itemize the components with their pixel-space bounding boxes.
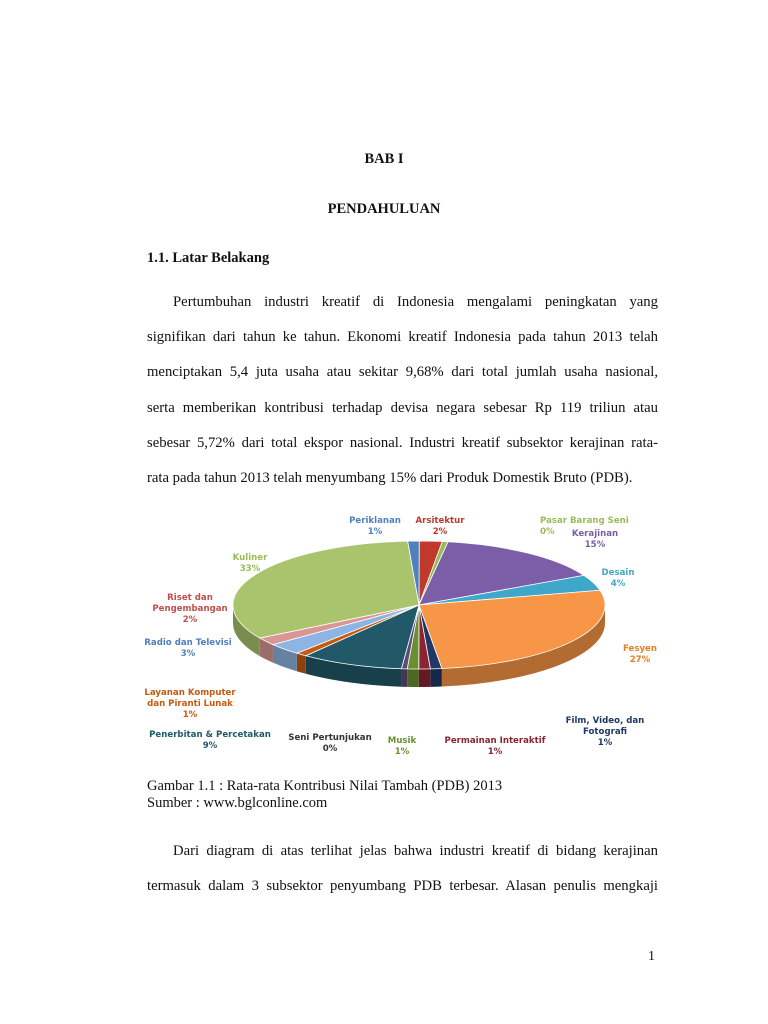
- pie-slice-label: Riset dan: [167, 593, 213, 603]
- pie-slice-percent: 2%: [182, 615, 198, 625]
- paragraph-line: sebesar 5,72% dari total ekspor nasional. Industri kreatif subsektor kerajinan rata-: [147, 434, 658, 451]
- pie-slice-percent: 3%: [180, 649, 196, 659]
- paragraph-1: [147, 285, 658, 496]
- paragraph-line: rata pada tahun 2013 telah menyumbang 15% dari Produk Domestik Bruto (PDB).: [147, 469, 633, 486]
- pie-slice-label: Film, Video, dan: [565, 716, 645, 726]
- pie-slice-percent: 0%: [540, 527, 555, 537]
- paragraph-line: serta memberikan kontribusi terhadap devisa negara sebesar Rp 119 triliun atau: [147, 399, 658, 416]
- paragraph-line: menciptakan 5,4 juta usaha atau sekitar 9,68% dari total jumlah usaha nasional,: [147, 364, 658, 381]
- section-heading: 1.1. Latar Belakang: [147, 250, 270, 266]
- pie-slice-label: Fesyen: [622, 644, 658, 654]
- paragraph-line: termasuk dalam 3 subsektor penyumbang PDB terbesar. Alasan penulis mengkaji: [147, 878, 658, 895]
- figure-caption: Gambar 1.1 : Rata-rata Kontribusi Nilai Tambah (PDB) 2013: [147, 778, 503, 794]
- pie-slice-label: Pengembangan: [152, 604, 228, 614]
- pie-slice-label: Desain: [601, 568, 635, 578]
- page-number: 1: [648, 949, 655, 964]
- chapter-number: BAB I: [364, 151, 404, 167]
- pie-slice-label: Kuliner: [232, 553, 268, 563]
- pie-slice-percent: 27%: [629, 655, 651, 665]
- paragraph-line: Pertumbuhan industri kreatif di Indonesia mengalami peningkatan yang: [173, 294, 658, 310]
- paragraph-line: Dari diagram di atas terlihat jelas bahwa industri kreatif di bidang kerajinan: [173, 843, 658, 859]
- pie-slice-label: Radio dan Televisi: [144, 638, 232, 648]
- pie-slice-percent: 15%: [584, 540, 606, 550]
- pie-slice-side: [401, 669, 407, 687]
- chapter-title: PENDAHULUAN: [327, 201, 441, 217]
- paragraph-2: [147, 834, 658, 904]
- pie-slice-percent: 9%: [202, 741, 218, 751]
- pie-slice-label: Periklanan: [349, 516, 401, 526]
- pie-slice-label: Seni Pertunjukan: [288, 733, 372, 743]
- pie-slice-label: Fotografi: [583, 727, 627, 737]
- pie-slice-percent: 33%: [239, 564, 261, 574]
- pie-chart: [140, 505, 670, 770]
- pie-slice-side: [297, 653, 306, 674]
- pie-slice-label: Penerbitan & Percetakan: [149, 730, 271, 740]
- paragraph-line: signifikan dari tahun ke tahun. Ekonomi kreatif Indonesia pada tahun 2013 telah: [147, 329, 658, 346]
- pie-slice-label: Layanan Komputer: [144, 688, 236, 698]
- pie-slice-percent: 1%: [367, 527, 383, 537]
- pie-slice-percent: 1%: [487, 747, 503, 757]
- pie-slice-label: Kerajinan: [571, 529, 619, 539]
- figure-source: Sumber : www.bglconline.com: [147, 795, 328, 811]
- pie-slice-label: Musik: [387, 736, 417, 746]
- pie-slice-label: Permainan Interaktif: [444, 736, 546, 746]
- pie-slice-percent: 4%: [610, 579, 626, 589]
- pie-slice-percent: 0%: [322, 744, 338, 754]
- pie-slice-percent: 1%: [394, 747, 410, 757]
- pie-slice-label: Pasar Barang Seni: [540, 516, 629, 526]
- pie-slice-label: Arsitektur: [415, 516, 465, 526]
- pie-slice-percent: 1%: [597, 738, 613, 748]
- pie-slice-side: [407, 669, 419, 687]
- pie-tops: [233, 541, 605, 669]
- pie-slice-percent: 2%: [432, 527, 448, 537]
- pie-slice-percent: 1%: [182, 710, 198, 720]
- pie-slice-label: dan Piranti Lunak: [147, 699, 233, 709]
- pie-slice-side: [430, 669, 442, 687]
- pie-slice-side: [419, 669, 431, 687]
